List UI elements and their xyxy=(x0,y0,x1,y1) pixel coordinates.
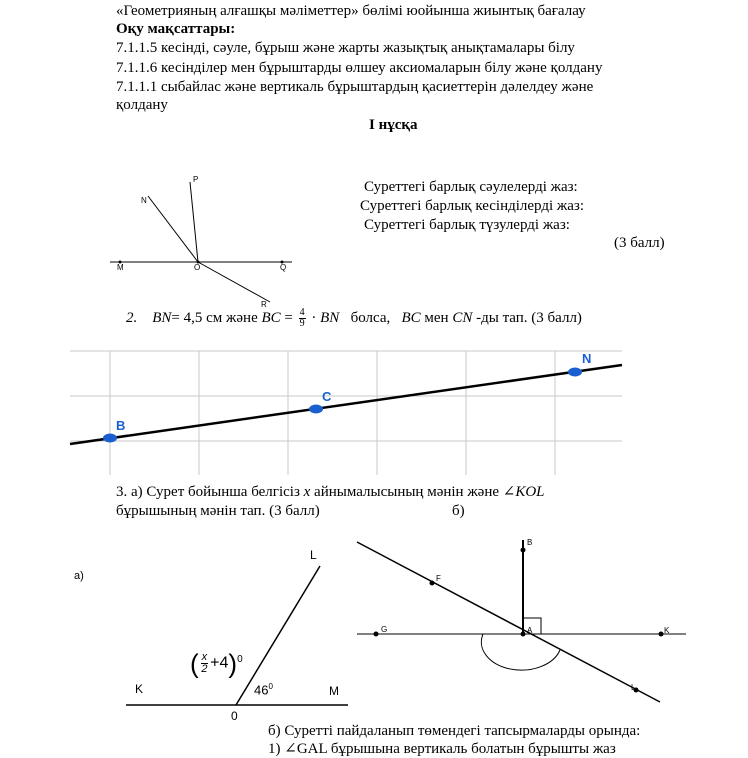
objective-2: 7.1.1.6 кесінділер мен бұрыштарды өлшеу аксиомаларын білу және қолдану xyxy=(116,60,603,76)
var-bc-2: BC xyxy=(401,309,421,326)
label-p: P xyxy=(193,175,199,184)
label-b: B xyxy=(116,418,126,433)
task2-if: болса, xyxy=(350,309,391,326)
label-a-3b: A xyxy=(527,626,533,635)
task3-line1: 3. а) Сурет бойынша белгісіз x айнымалысының мәнін және ∠KOL xyxy=(116,484,545,500)
task2-bn-eq: = 4,5 см және xyxy=(171,309,262,326)
line-fl xyxy=(357,542,660,702)
label-b-3b: B xyxy=(527,538,533,547)
objective-3-continued: қолдану xyxy=(116,97,168,113)
label-o-3a: 0 xyxy=(231,709,238,723)
angle-lom-value: $46^0$ xyxy=(254,682,273,698)
task1-segments: Суреттегі барлық кесінділерді жаз: xyxy=(360,198,585,214)
objectives-heading: Оқу мақсаттары: xyxy=(116,21,236,37)
task3-part-b-item1: 1) ∠GAL бұрышына вертикаль болатын бұрышты жаз xyxy=(268,741,616,757)
label-n: N xyxy=(141,196,147,205)
task3-part-b-marker: б) xyxy=(452,503,465,519)
task1-points: (3 балл) xyxy=(614,235,665,251)
label-q: Q xyxy=(280,263,287,272)
task2-find: -ды тап. (3 балл) xyxy=(472,309,582,326)
task3-line2: бұрышының мәнін тап. (3 балл) xyxy=(116,503,320,519)
angle-arc xyxy=(481,634,560,670)
task3-part-b-text: б) Суретті пайдаланып төмендегі тапсырмаларды орында: xyxy=(268,723,641,739)
task2-bc-eq: = xyxy=(280,309,297,326)
label-r: R xyxy=(261,300,267,309)
objective-3: 7.1.1.1 сыбайлас және вертикаль бұрыштардың қасиеттерін дәлелдеу және xyxy=(116,79,594,95)
label-m: M xyxy=(117,263,124,272)
var-bc: BC xyxy=(261,309,281,326)
var-bn-2: BN xyxy=(320,309,340,326)
objective-1: 7.1.1.5 кесінді, сәуле, бұрыш және жарты жазықтық анықтамалары білу xyxy=(116,40,575,56)
multiply-dot: · xyxy=(311,309,317,326)
var-x: x xyxy=(303,484,311,500)
label-c: C xyxy=(322,389,332,404)
label-o: O xyxy=(194,263,201,272)
label-f-3b: F xyxy=(436,574,441,583)
task2-number: 2. xyxy=(126,309,138,326)
label-l-3b: L xyxy=(631,683,636,692)
variant-title: I нұсқа xyxy=(369,117,418,133)
label-k-3a: K xyxy=(135,682,144,696)
fraction-4-9: $\frac{4}{9}$ xyxy=(299,307,305,329)
angle-kol: ∠KOL xyxy=(502,484,545,500)
label-l-3a: L xyxy=(310,548,317,562)
task2-and: мен xyxy=(420,309,453,326)
label-m-3a: M xyxy=(329,684,339,698)
angle-kol-expression: ( $\frac{x}{2}$ +4)$^0$ xyxy=(190,648,243,679)
label-g-3b: G xyxy=(381,625,388,634)
var-cn: CN xyxy=(452,309,473,326)
task1-lines: Суреттегі барлық түзулерді жаз: xyxy=(364,217,570,233)
label-k-3b: K xyxy=(664,626,670,635)
label-n-task2: N xyxy=(582,351,592,366)
var-bn: BN xyxy=(152,309,172,326)
task1-rays: Суреттегі барлық сәулелерді жаз: xyxy=(364,179,578,195)
assessment-title: «Геометрияның алғашқы мәліметтер» бөлімі юойынша жиынтық бағалау xyxy=(116,3,586,19)
task3-part-a-marker: а) xyxy=(74,570,84,582)
